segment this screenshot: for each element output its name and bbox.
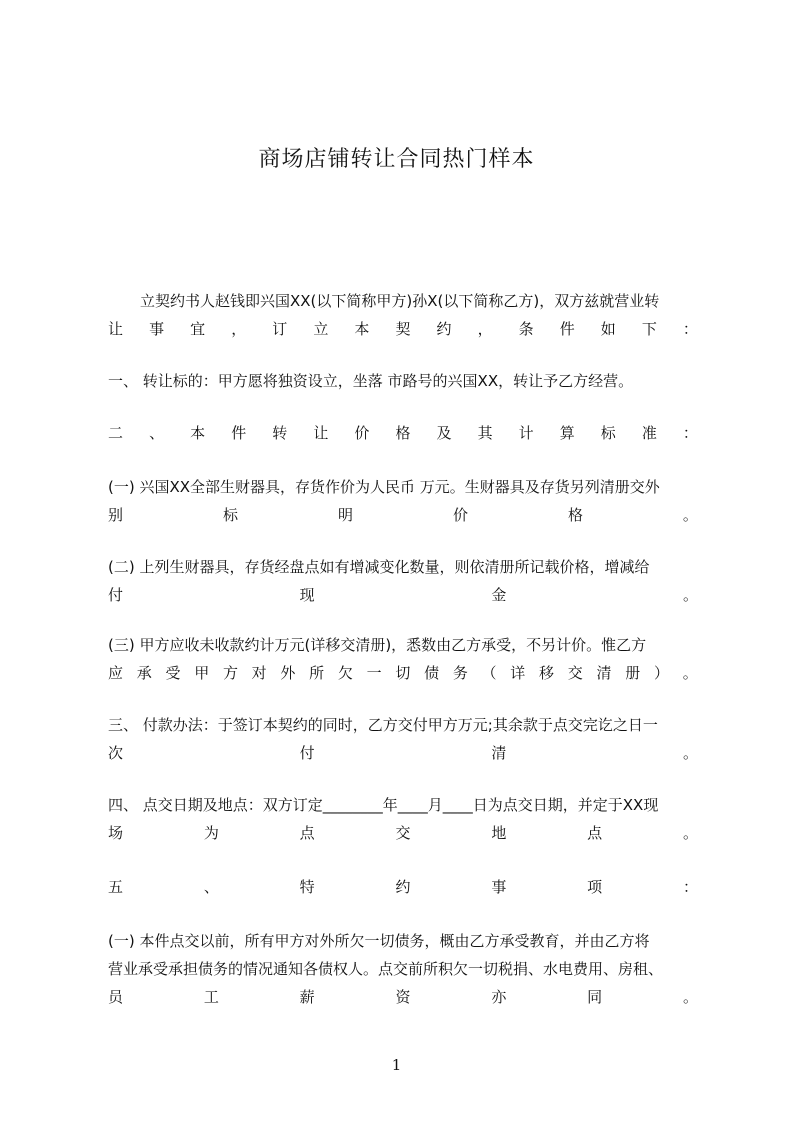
justified-char: 清 bbox=[596, 664, 612, 682]
clause-2-3-line: (三) 甲方应收未收款约计万元(详移交清册)，悉数由乙方承受，不另计价。惟乙方 bbox=[108, 636, 647, 654]
justified-char: 契 bbox=[395, 320, 411, 338]
justified-char: 宜 bbox=[190, 320, 206, 338]
clause-2-1-line: (一) 兴国XX全部生财器具，存货作价为人民币 万元。生财器具及存货另列清册交外 bbox=[108, 478, 660, 496]
clause-3-line: 三、 付款办法：于签订本契约的同时，乙方交付甲方万元;其余款于点交完讫之日一 bbox=[108, 716, 658, 734]
justified-char: 所 bbox=[309, 664, 325, 682]
justified-char: ： bbox=[682, 320, 698, 338]
justified-char: 转 bbox=[272, 424, 288, 442]
justified-char: 交 bbox=[395, 824, 411, 842]
justified-char: 订 bbox=[272, 320, 288, 338]
justified-char: 同 bbox=[587, 988, 603, 1006]
justified-char: 付 bbox=[299, 744, 315, 762]
justified-char: 薪 bbox=[299, 988, 315, 1006]
clause-5-1-line-justified bbox=[108, 986, 698, 1008]
clause-2-1-line-justified bbox=[108, 504, 698, 526]
justified-char: ， bbox=[477, 320, 493, 338]
justified-char: 工 bbox=[203, 988, 219, 1006]
clause-4-line-justified bbox=[108, 822, 698, 844]
justified-char: 、 bbox=[149, 424, 165, 442]
clause-5-1-line: 营业承受承担债务的情况通知各债权人。点交前所积欠一切税捐、水电费用、房租、 bbox=[108, 960, 664, 978]
justified-char: 约 bbox=[395, 878, 411, 896]
clause-5-1-line: (一) 本件点交以前，所有甲方对外所欠一切债务，概由乙方承受教育，并由乙方将 bbox=[108, 932, 650, 950]
justified-char: 特 bbox=[299, 878, 315, 896]
justified-char: ， bbox=[231, 320, 247, 338]
justified-char: 准 bbox=[641, 424, 657, 442]
justified-char: 。 bbox=[682, 824, 698, 842]
justified-char: 。 bbox=[682, 988, 698, 1006]
clause-2-heading bbox=[108, 422, 698, 444]
justified-char: 详 bbox=[510, 664, 526, 682]
justified-char: 格 bbox=[567, 506, 583, 524]
document-title: 商场店铺转让合同热门样本 bbox=[258, 147, 535, 172]
justified-char: 点 bbox=[587, 824, 603, 842]
justified-char: 一 bbox=[366, 664, 382, 682]
justified-char: 件 bbox=[559, 320, 575, 338]
justified-char: 方 bbox=[222, 664, 238, 682]
justified-char: 让 bbox=[313, 424, 329, 442]
justified-char: 金 bbox=[491, 586, 507, 604]
justified-char: 甲 bbox=[194, 664, 210, 682]
justified-char: 标 bbox=[600, 424, 616, 442]
justified-char: 格 bbox=[395, 424, 411, 442]
justified-char: 、 bbox=[203, 878, 219, 896]
clause-3-line-justified bbox=[108, 742, 698, 764]
justified-char: 务 bbox=[452, 664, 468, 682]
justified-char: 立 bbox=[313, 320, 329, 338]
paragraph-line-justified bbox=[108, 318, 698, 340]
justified-char: 。 bbox=[682, 586, 698, 604]
justified-char: 欠 bbox=[337, 664, 353, 682]
justified-char: 债 bbox=[424, 664, 440, 682]
justified-char: 付 bbox=[108, 586, 124, 604]
clause-2-2-line: (二) 上列生财器具，存货经盘点如有增减变化数量，则依清册所记载价格，增减给 bbox=[108, 558, 650, 576]
justified-char: 受 bbox=[165, 664, 181, 682]
justified-char: 切 bbox=[395, 664, 411, 682]
justified-char: 场 bbox=[108, 824, 124, 842]
clause-2-3-line-justified bbox=[108, 662, 698, 684]
justified-char: 应 bbox=[108, 664, 124, 682]
justified-char: 点 bbox=[299, 824, 315, 842]
justified-char: 本 bbox=[190, 424, 206, 442]
justified-char: 价 bbox=[354, 424, 370, 442]
justified-char: 二 bbox=[108, 424, 124, 442]
justified-char: 计 bbox=[518, 424, 534, 442]
justified-char: 。 bbox=[682, 506, 698, 524]
justified-char: 。 bbox=[682, 664, 698, 682]
justified-char: 亦 bbox=[491, 988, 507, 1006]
justified-char: 下 bbox=[641, 320, 657, 338]
justified-char: ） bbox=[653, 664, 669, 682]
justified-char: 现 bbox=[299, 586, 315, 604]
justified-char: 次 bbox=[108, 744, 124, 762]
clause-1-line: 一、 转让标的：甲方愿将独资设立，坐落 市路号的兴国XX，转让予乙方经营。 bbox=[108, 372, 634, 390]
justified-char: 对 bbox=[251, 664, 267, 682]
justified-char: 资 bbox=[395, 988, 411, 1006]
justified-char: 明 bbox=[337, 506, 353, 524]
justified-char: 移 bbox=[539, 664, 555, 682]
justified-char: 其 bbox=[477, 424, 493, 442]
paragraph-line: 立契约书人赵钱即兴国XX(以下简称甲方)孙X(以下简称乙方)，双方兹就营业转 bbox=[140, 292, 660, 310]
justified-char: 五 bbox=[108, 878, 124, 896]
justified-char: 及 bbox=[436, 424, 452, 442]
justified-char: 价 bbox=[452, 506, 468, 524]
justified-char: 本 bbox=[354, 320, 370, 338]
justified-char: 地 bbox=[491, 824, 507, 842]
justified-char: （ bbox=[481, 664, 497, 682]
justified-char: ： bbox=[682, 878, 698, 896]
justified-char: 册 bbox=[625, 664, 641, 682]
justified-char: 条 bbox=[518, 320, 534, 338]
justified-char: 清 bbox=[491, 744, 507, 762]
justified-char: 为 bbox=[203, 824, 219, 842]
page-number: 1 bbox=[391, 1056, 402, 1074]
clause-4-line: 四、 点交日期及地点：双方订定________年____月____日为点交日期，并定于XX现 bbox=[108, 796, 659, 814]
justified-char: 交 bbox=[567, 664, 583, 682]
justified-char: 项 bbox=[587, 878, 603, 896]
justified-char: 算 bbox=[559, 424, 575, 442]
justified-char: 别 bbox=[108, 506, 124, 524]
justified-char: 件 bbox=[231, 424, 247, 442]
clause-2-2-line-justified bbox=[108, 584, 698, 606]
justified-char: 如 bbox=[600, 320, 616, 338]
justified-char: 员 bbox=[108, 988, 124, 1006]
justified-char: ： bbox=[682, 424, 698, 442]
justified-char: 让 bbox=[108, 320, 124, 338]
clause-5-heading bbox=[108, 876, 698, 898]
justified-char: 事 bbox=[149, 320, 165, 338]
justified-char: 约 bbox=[436, 320, 452, 338]
justified-char: 。 bbox=[682, 744, 698, 762]
justified-char: 标 bbox=[222, 506, 238, 524]
justified-char: 外 bbox=[280, 664, 296, 682]
justified-char: 事 bbox=[491, 878, 507, 896]
justified-char: 承 bbox=[136, 664, 152, 682]
